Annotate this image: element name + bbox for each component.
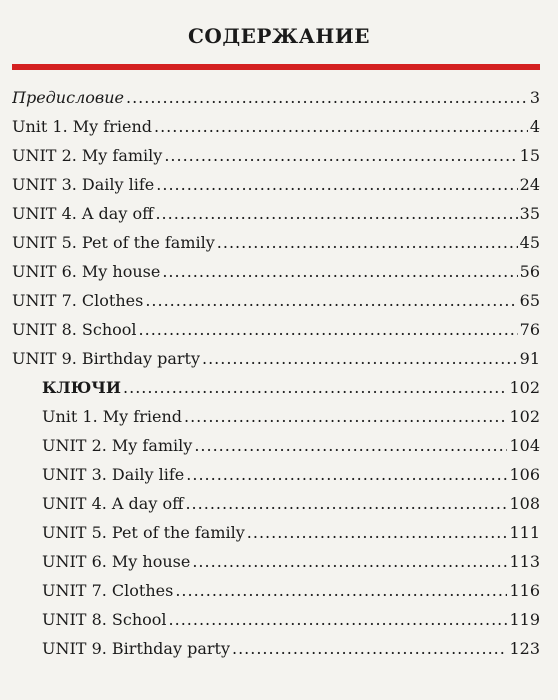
toc-entry-page: 108 xyxy=(509,494,540,513)
toc-entry-label: UNIT 8. School xyxy=(42,610,167,629)
toc-entry-label: Предисловие xyxy=(12,88,124,107)
dot-leader xyxy=(162,262,517,281)
dot-leader xyxy=(186,465,507,484)
toc-entry-label: UNIT 5. Pet of the family xyxy=(42,523,245,542)
toc-entry[interactable] xyxy=(42,436,540,460)
toc-entry-page: 116 xyxy=(509,581,540,600)
toc-entry-page: 45 xyxy=(519,233,540,252)
toc-entry-page: 104 xyxy=(509,436,540,455)
toc-entry[interactable] xyxy=(42,610,540,634)
toc-entry-page: 111 xyxy=(509,523,540,542)
toc-entry[interactable] xyxy=(12,291,540,315)
dot-leader xyxy=(175,581,507,600)
dot-leader xyxy=(202,349,518,368)
toc-entry[interactable] xyxy=(42,407,540,431)
toc-entry[interactable] xyxy=(12,204,540,228)
dot-leader xyxy=(232,639,507,658)
toc-entry-preface[interactable] xyxy=(12,88,540,112)
toc-entry-page: 65 xyxy=(519,291,540,310)
toc-entry[interactable] xyxy=(12,262,540,286)
toc-entry-page: 76 xyxy=(519,320,540,339)
toc-entry-label: UNIT 4. A day off xyxy=(42,494,184,513)
dot-leader xyxy=(126,88,528,107)
toc-entry[interactable] xyxy=(12,175,540,199)
dot-leader xyxy=(217,233,518,252)
toc-entry-label: UNIT 6. My house xyxy=(42,552,191,571)
toc-entry-label: UNIT 3. Daily life xyxy=(12,175,155,194)
toc-entry-keys-heading[interactable] xyxy=(42,378,540,402)
toc-entry[interactable] xyxy=(42,639,540,663)
toc-entry-label: Unit 1. My friend xyxy=(42,407,182,426)
toc-entry-label: UNIT 9. Birthday party xyxy=(42,639,230,658)
dot-leader xyxy=(123,378,507,397)
toc-entry-page: 15 xyxy=(519,146,540,165)
dot-leader xyxy=(139,320,518,339)
toc-entry[interactable] xyxy=(12,233,540,257)
dot-leader xyxy=(247,523,508,542)
toc-entry-page: 113 xyxy=(509,552,540,571)
toc-entry-page: 106 xyxy=(509,465,540,484)
toc-entry[interactable] xyxy=(42,523,540,547)
toc-entry-page: 102 xyxy=(509,407,540,426)
toc-entry-label: UNIT 2. My family xyxy=(12,146,163,165)
dot-leader xyxy=(184,407,507,426)
toc-entry[interactable] xyxy=(42,581,540,605)
toc-entry-page: 119 xyxy=(509,610,540,629)
toc-entry[interactable] xyxy=(12,349,540,373)
toc-entry-page: 24 xyxy=(519,175,540,194)
toc-entry-label: UNIT 8. School xyxy=(12,320,137,339)
page-title: СОДЕРЖАНИЕ xyxy=(188,24,370,48)
toc-entry-label: UNIT 3. Daily life xyxy=(42,465,185,484)
toc-entry[interactable] xyxy=(42,465,540,489)
toc-entry-label: UNIT 6. My house xyxy=(12,262,161,281)
dot-leader xyxy=(164,146,517,165)
toc-entry-page: 123 xyxy=(509,639,540,658)
dot-leader xyxy=(156,175,517,194)
toc-entry-label: UNIT 4. A day off xyxy=(12,204,154,223)
dot-leader xyxy=(185,494,507,513)
toc-entry-label: UNIT 5. Pet of the family xyxy=(12,233,215,252)
toc-entry-page: 102 xyxy=(509,378,540,397)
toc-entry-label: КЛЮЧИ xyxy=(42,378,122,397)
dot-leader xyxy=(154,117,528,136)
dot-leader xyxy=(155,204,517,223)
toc-entry[interactable] xyxy=(12,320,540,344)
toc-entry[interactable] xyxy=(12,146,540,170)
dot-leader xyxy=(194,436,507,455)
toc-entry-page: 4 xyxy=(529,117,540,136)
toc-entry-label: Unit 1. My friend xyxy=(12,117,152,136)
toc-entry-label: UNIT 9. Birthday party xyxy=(12,349,200,368)
toc-entry-page: 56 xyxy=(519,262,540,281)
toc-entry-page: 35 xyxy=(519,204,540,223)
title-divider xyxy=(12,64,540,70)
dot-leader xyxy=(192,552,507,571)
dot-leader xyxy=(169,610,508,629)
dot-leader xyxy=(145,291,517,310)
toc-entry-label: UNIT 7. Clothes xyxy=(12,291,144,310)
toc-entry-label: UNIT 2. My family xyxy=(42,436,193,455)
toc-entry-page: 91 xyxy=(519,349,540,368)
toc-entry-label: UNIT 7. Clothes xyxy=(42,581,174,600)
toc-entry[interactable] xyxy=(42,494,540,518)
toc-entry[interactable] xyxy=(12,117,540,141)
toc-entry[interactable] xyxy=(42,552,540,576)
toc-entry-page: 3 xyxy=(529,88,540,107)
